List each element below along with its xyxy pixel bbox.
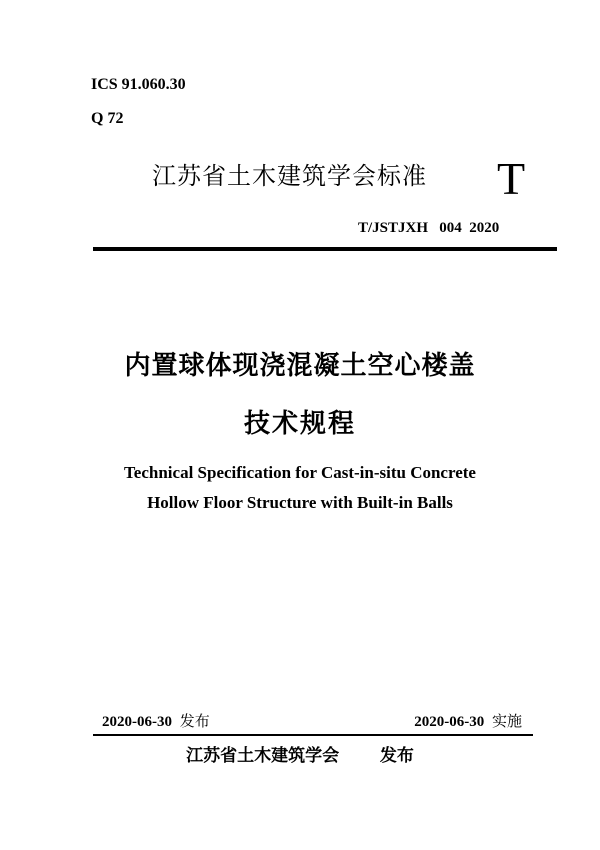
ics-code: ICS 91.060.30	[91, 76, 186, 93]
classification-code: Q 72	[91, 110, 124, 127]
title-chinese-line1: 内置球体现浇混凝土空心楼盖	[124, 351, 476, 380]
footer-divider-rule	[93, 734, 533, 736]
publisher-line	[0, 747, 600, 764]
title-chinese-line2: 技术规程	[243, 409, 356, 438]
implement-date-line	[414, 715, 522, 730]
title-english-line1: Technical Specification for Cast-in-situ Concrete	[124, 463, 476, 482]
title-english-line2: Hollow Floor Structure with Built-in Balls	[147, 493, 453, 512]
standard-number: T/JSTJXH 004 2020	[358, 220, 500, 236]
publisher-name: 江苏省土木建筑学会	[186, 746, 340, 765]
issue-date-label: 发布	[179, 714, 210, 730]
society-standard-label: 江苏省土木建筑学会标准	[152, 164, 427, 190]
implement-date: 2020-06-30	[414, 714, 485, 730]
standard-mark-letter: T	[497, 153, 526, 204]
header-divider-rule	[93, 247, 557, 251]
issue-date-line	[102, 715, 210, 730]
implement-date-label: 实施	[491, 714, 522, 730]
publish-action-label: 发布	[379, 746, 414, 765]
issue-date: 2020-06-30	[102, 714, 172, 730]
